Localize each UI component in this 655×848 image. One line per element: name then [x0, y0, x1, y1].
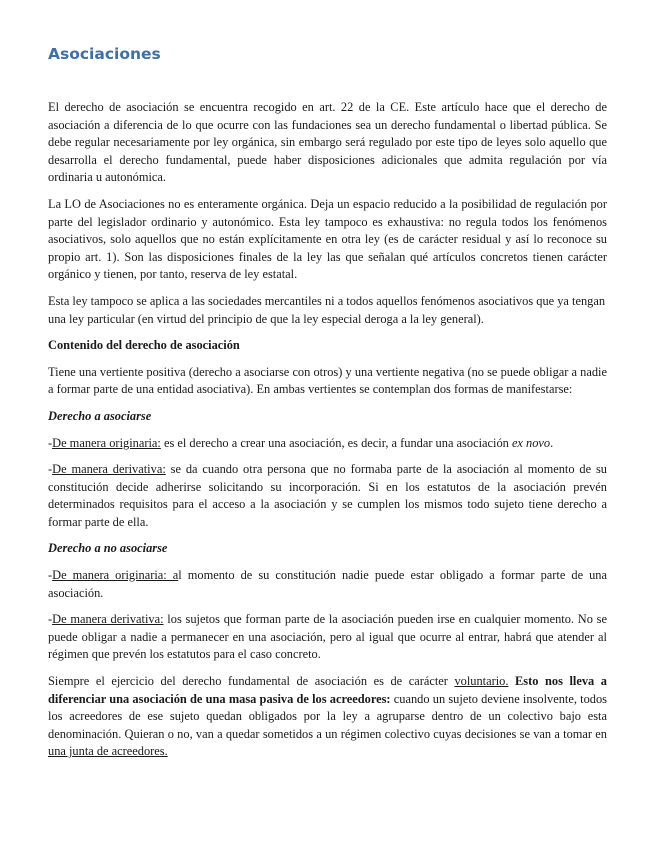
item-asociarse-originaria: [48, 435, 607, 453]
paragraph-final: [48, 673, 607, 761]
section-heading-contenido: Contenido del derecho de asociación: [48, 338, 240, 353]
paragraph-vertientes: Tiene una vertiente positiva (derecho a asociarse con otros) y una vertiente negativa (no se puede obligar a nadie a formar parte de una entidad asociativa). En ambas vertientes se contemplan dos formas de manifestarse:: [48, 364, 607, 397]
item-no-asociarse-originaria: [48, 567, 607, 602]
item-no-asociarse-derivativa: [48, 611, 607, 664]
final-text-1: Siempre el ejercicio del derecho fundamental de asociación es de carácter: [48, 674, 455, 689]
item-prefix: -: [48, 462, 53, 477]
item-asociarse-derivativa: [48, 461, 607, 531]
paragraph-intro: El derecho de asociación se encuentra recogido en art. 22 de la CE. Este artículo hace que el derecho de asociación a diferencia de lo que ocurre con las fundaciones sea un derecho fundamental o libertad pública. Se debe regular necesariamente por ley orgánica, sin embargo será regulado por este tipo de leyes solo aquello que desarrolla el derecho fundamental, puede haber disposiciones adicionales que admita regulación por vía ordinaria u autonómica.: [48, 100, 607, 185]
page-title: Asociaciones: [48, 45, 161, 63]
item-italic: ex novo: [511, 435, 551, 450]
item-end: .: [550, 435, 554, 450]
item-text: los sujetos que forman parte de la asociación pueden irse en cualquier momento. No se puede obligar a nadie a permanecer en una asociación, pero al igual que ocurre al entrar, habrá que atender al régimen que prevén los estatutos para el caso concreto.: [48, 612, 607, 662]
item-text: es el derecho a crear una asociación, es decir, a fundar una asociación: [160, 435, 512, 450]
final-underline-voluntario: voluntario.: [454, 674, 509, 689]
final-text-3: cuando un sujeto deviene insolvente, todos los acreedores de ese sujeto quedan obligados por la ley a agruparse dentro de un colectivo bajo esta denominación. Quieran o no, van a quedar sometidos a un régimen colectivo cuyas decisiones se van a tomar en: [48, 691, 607, 741]
item-label: De manera originaria: a: [52, 568, 179, 583]
item-text: l momento de su constitución nadie puede estar obligado a formar parte de una asociación.: [48, 568, 607, 600]
final-underline-junta: una junta de acreedores.: [48, 744, 168, 759]
item-label: De manera derivativa:: [52, 612, 164, 627]
item-label: De manera originaria:: [52, 435, 161, 450]
item-prefix: -: [48, 435, 53, 450]
paragraph-ambito: Esta ley tampoco se aplica a las sociedades mercantiles ni a todos aquellos fenómenos asociativos que ya tengan una ley particular (en virtud del principio de que la ley especial deroga a la ley general).: [48, 293, 606, 326]
paragraph-lo-asociaciones: La LO de Asociaciones no es enteramente orgánica. Deja un espacio reducido a la posibilidad de regulación por parte del legislador ordinario y autonómico. Esta ley tampoco es exhaustiva: no regula todos los fenómenos asociativos, solo aquellos que no están explícitamente en otra ley (es de carácter residual y así lo reconoce su propio art. 1). Son las disposiciones finales de la ley las que señalan qué artículos concretos tienen carácter orgánico y tienen, por tanto, reserva de ley estatal.: [48, 196, 607, 282]
subheading-derecho-no-asociarse: Derecho a no asociarse: [48, 541, 168, 556]
item-prefix: -: [48, 568, 53, 583]
item-label: De manera derivativa:: [52, 462, 166, 477]
item-text: se da cuando otra persona que no formaba parte de la asociación al momento de su constitución decide adherirse solicitando su incorporación. Si en los estatutos de la asociación prevén determinados requisitos para el acceso a la asociación y se cumplen los mismos todo sujeto tiene derecho a formar parte de ella.: [48, 462, 607, 529]
final-bold-masa-pasiva: Esto nos lleva a diferenciar una asociación de una masa pasiva de los acreedores:: [48, 674, 607, 706]
item-prefix: -: [48, 612, 53, 627]
subheading-derecho-asociarse: Derecho a asociarse: [48, 408, 152, 423]
